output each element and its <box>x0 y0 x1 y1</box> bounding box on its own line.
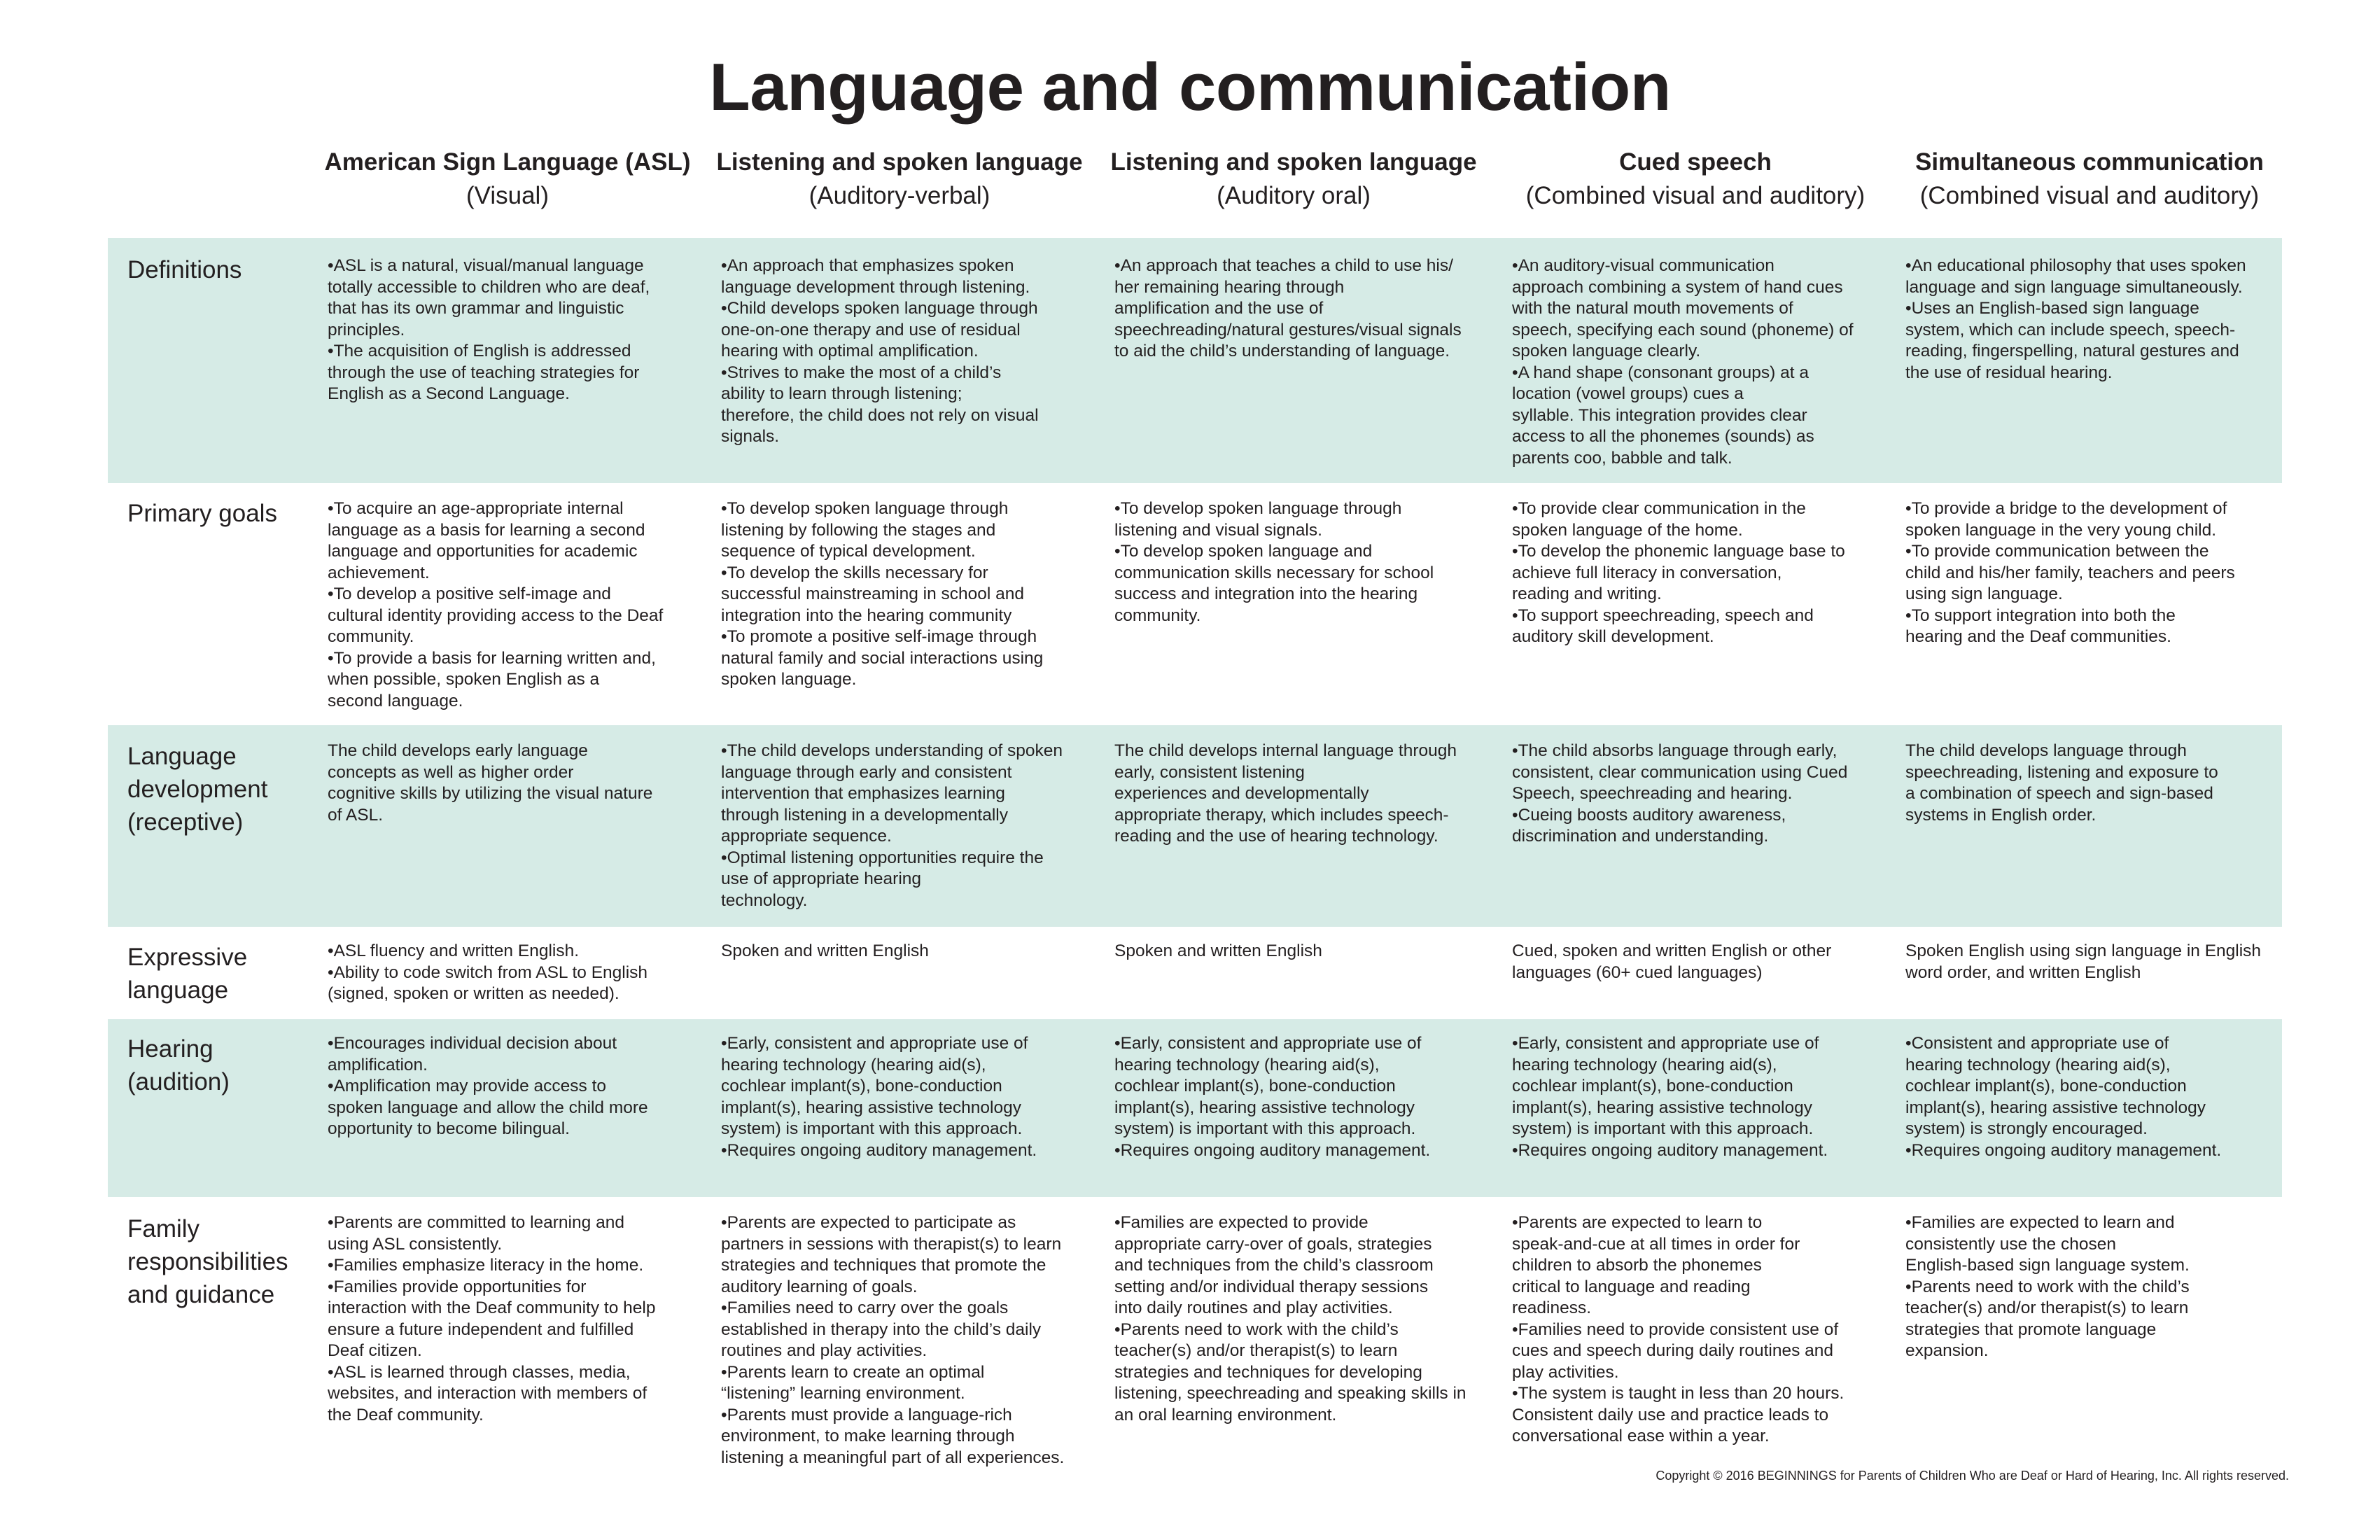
cell-hearing-cued-speech: •Early, consistent and appropriate use of hearing technology (hearing aid(s), cochlear implant(s), bone-conduction implant(s), hearing assistive technology system) is important with this approach. •Requires ongoing auditory management. <box>1512 1034 1828 1160</box>
cell-hearing-auditory-verbal: •Early, consistent and appropriate use of hearing technology (hearing aid(s), cochlear implant(s), bone-conduction implant(s), hearing assistive technology system) is important with this approach. •Requires ongoing auditory management. <box>721 1034 1037 1160</box>
cell-expressive-cued-speech: Cued, spoken and written English or other languages (60+ cued languages) <box>1512 941 1832 982</box>
column-name: Listening and spoken language <box>716 148 1083 176</box>
cell-hearing-simultaneous: •Consistent and appropriate use of hearing technology (hearing aid(s), cochlear implant(s), bone-conduction implant(s), hearing assistive technology system) is strongly encouraged. •Requires ongoing auditory management. <box>1905 1034 2222 1160</box>
cell-goals-auditory-verbal: •To develop spoken language through listening by following the stages and sequence of typical development. •To develop the skills necessary for successful mainstreaming in school and integration into the hearing community •To promote a positive self-image through natural family and social interactions using spoken language. <box>721 499 1044 689</box>
cell-family-auditory-oral: •Families are expected to provide appropriate carry-over of goals, strategies and techniques from the child’s classroom setting and/or individual therapy sessions into daily routines and play activities. •Parents need to work with the child’s teacher(s) and/or therapist(s) to learn strategies and techniques for developing listening, speechreading and speaking skills in an oral learning environment. <box>1114 1213 1466 1424</box>
column-mode: (Auditory oral) <box>1217 182 1371 209</box>
column-mode: (Visual) <box>465 182 549 209</box>
column-mode: (Combined visual and auditory) <box>1919 182 2260 209</box>
row-label-language-development: Language development (receptive) <box>127 743 268 836</box>
cell-goals-auditory-oral: •To develop spoken language through listening and visual signals. •To develop spoken language and communication skills necessary for school success and integration into the hearing community. <box>1114 499 1434 625</box>
row-label-hearing: Hearing (audition) <box>127 1035 230 1096</box>
cell-goals-asl: •To acquire an age-appropriate internal language as a basis for learning a second language and opportunities for academic achievement. •To develop a positive self-image and cultural identity providing access to the Deaf community. •To provide a basis for learning written and, when possible, spoken English as a second language. <box>328 499 664 710</box>
cell-hearing-auditory-oral: •Early, consistent and appropriate use of hearing technology (hearing aid(s), cochlear implant(s), bone-conduction implant(s), hearing assistive technology system) is important with this approach. •Requires ongoing auditory management. <box>1114 1034 1431 1160</box>
cell-expressive-auditory-oral: Spoken and written English <box>1114 941 1322 960</box>
column-name: Cued speech <box>1619 148 1772 176</box>
cell-hearing-asl: •Encourages individual decision about amplification. •Amplification may provide access to spoken language and allow the child more opportunity to become bilingual. <box>328 1034 648 1138</box>
cell-goals-cued-speech: •To provide clear communication in the spoken language of the home. •To develop the phonemic language base to achieve full literacy in conversation, reading and writing. •To support speechreading, speech and auditory skill development. <box>1512 499 1845 646</box>
cell-receptive-simultaneous: The child develops language through speechreading, listening and exposure to a combination of speech and sign-based systems in English order. <box>1905 741 2218 825</box>
cell-family-cued-speech: •Parents are expected to learn to speak-and-cue at all times in order for children to absorb the phonemes critical to language and reading readiness. •Families need to provide consistent use of cues and speech during daily routines and play activities. •The system is taught in less than 20 hours. Consistent daily use and practice leads to conversational ease within a year. <box>1512 1213 1844 1446</box>
column-name: Listening and spoken language <box>1110 148 1477 176</box>
column-header-cued-speech <box>1499 146 1891 213</box>
cell-family-simultaneous: •Families are expected to learn and consistently use the chosen English-based sign language system. •Parents need to work with the child’s teacher(s) and/or therapist(s) to learn strategies that promote language expansion. <box>1905 1213 2190 1360</box>
row-label-family: Family responsibilities and guidance <box>127 1215 288 1308</box>
column-header-simultaneous <box>1893 146 2286 213</box>
cell-definitions-asl: •ASL is a natural, visual/manual language totally accessible to children who are deaf, that has its own grammar and linguistic principles. •The acquisition of English is addressed through the use of teaching strategies for English as a Second Language. <box>328 256 650 403</box>
cell-expressive-simultaneous: Spoken English using sign language in English word order, and written English <box>1905 941 2262 982</box>
column-header-asl <box>312 146 704 213</box>
page-title: Language and communication <box>709 50 1671 125</box>
cell-definitions-cued-speech: •An auditory-visual communication approach combining a system of hand cues with the natural mouth movements of speech, specifying each sound (phoneme) of spoken language clearly. •A hand shape (consonant groups) at a location (vowel groups) cues a syllable. This integration provides clear access to all the phonemes (sounds) as parents coo, babble and talk. <box>1512 256 1854 468</box>
cell-family-asl: •Parents are committed to learning and using ASL consistently. •Families emphasize literacy in the home. •Families provide opportunities for interaction with the Deaf community to help ensure a future independent and fulfilled Deaf citizen. •ASL is learned through classes, media, websites, and interaction with members of the Deaf community. <box>328 1213 656 1424</box>
cell-expressive-asl: •ASL fluency and written English. •Ability to code switch from ASL to English (signed, spoken or written as needed). <box>328 941 648 1003</box>
copyright-notice: Copyright © 2016 BEGINNINGS for Parents of Children Who are Deaf or Hard of Hearing, Inc. All rights reserved. <box>1656 1469 2289 1483</box>
column-header-auditory-oral <box>1098 146 1490 213</box>
cell-family-auditory-verbal: •Parents are expected to participate as partners in sessions with therapist(s) to learn strategies and techniques that promote the auditory learning of goals. •Families need to carry over the goals established in therapy into the child’s daily routines and play activities. •Parents learn to create an optimal “listening” learning environment. •Parents must provide a language-rich environment, to make learning through listening a meaningful part of all experiences. <box>721 1213 1065 1467</box>
cell-receptive-auditory-oral: The child develops internal language through early, consistent listening experiences and developmentally appropriate therapy, which includes speech- reading and the use of hearing technology. <box>1114 741 1457 846</box>
cell-definitions-simultaneous: •An educational philosophy that uses spoken language and sign language simultaneously. •Uses an English-based sign language system, which can include speech, speech- reading, fingerspelling, natural gestures and the use of residual hearing. <box>1905 256 2246 382</box>
column-mode: (Auditory-verbal) <box>808 182 990 209</box>
row-label-definitions: Definitions <box>127 256 242 284</box>
column-name: American Sign Language (ASL) <box>324 148 691 176</box>
row-label-primary-goals: Primary goals <box>127 500 277 527</box>
row-label-expressive-language: Expressive language <box>127 944 248 1004</box>
column-name: Simultaneous communication <box>1915 148 2264 176</box>
column-mode: (Combined visual and auditory) <box>1525 182 1865 209</box>
cell-receptive-asl: The child develops early language concepts as well as higher order cognitive skills by utilizing the visual nature of ASL. <box>328 741 653 825</box>
cell-receptive-auditory-verbal: •The child develops understanding of spoken language through early and consistent intervention that emphasizes learning through listening in a developmentally appropriate sequence. •Optimal listening opportunities require the use of appropriate hearing technology. <box>721 741 1063 910</box>
cell-expressive-auditory-verbal: Spoken and written English <box>721 941 929 960</box>
cell-definitions-auditory-oral: •An approach that teaches a child to use his/ her remaining hearing through amplification and the use of speechreading/natural gestures/visual signals to aid the child’s understanding of language. <box>1114 256 1462 360</box>
column-header-auditory-verbal <box>704 146 1096 213</box>
cell-receptive-cued-speech: •The child absorbs language through early, consistent, clear communication using Cued Speech, speechreading and hearing. •Cueing boosts auditory awareness, discrimination and understanding. <box>1512 741 1848 846</box>
cell-definitions-auditory-verbal: •An approach that emphasizes spoken language development through listening. •Child develops spoken language through one-on-one therapy and use of residual hearing with optimal amplification. •Strives to make the most of a child’s ability to learn through listening; therefore, the child does not rely on visual signals. <box>721 256 1039 446</box>
cell-goals-simultaneous: •To provide a bridge to the development of spoken language in the very young child. •To provide communication between the child and his/her family, teachers and peers using sign language. •To support integration into both the hearing and the Deaf communities. <box>1905 499 2235 646</box>
